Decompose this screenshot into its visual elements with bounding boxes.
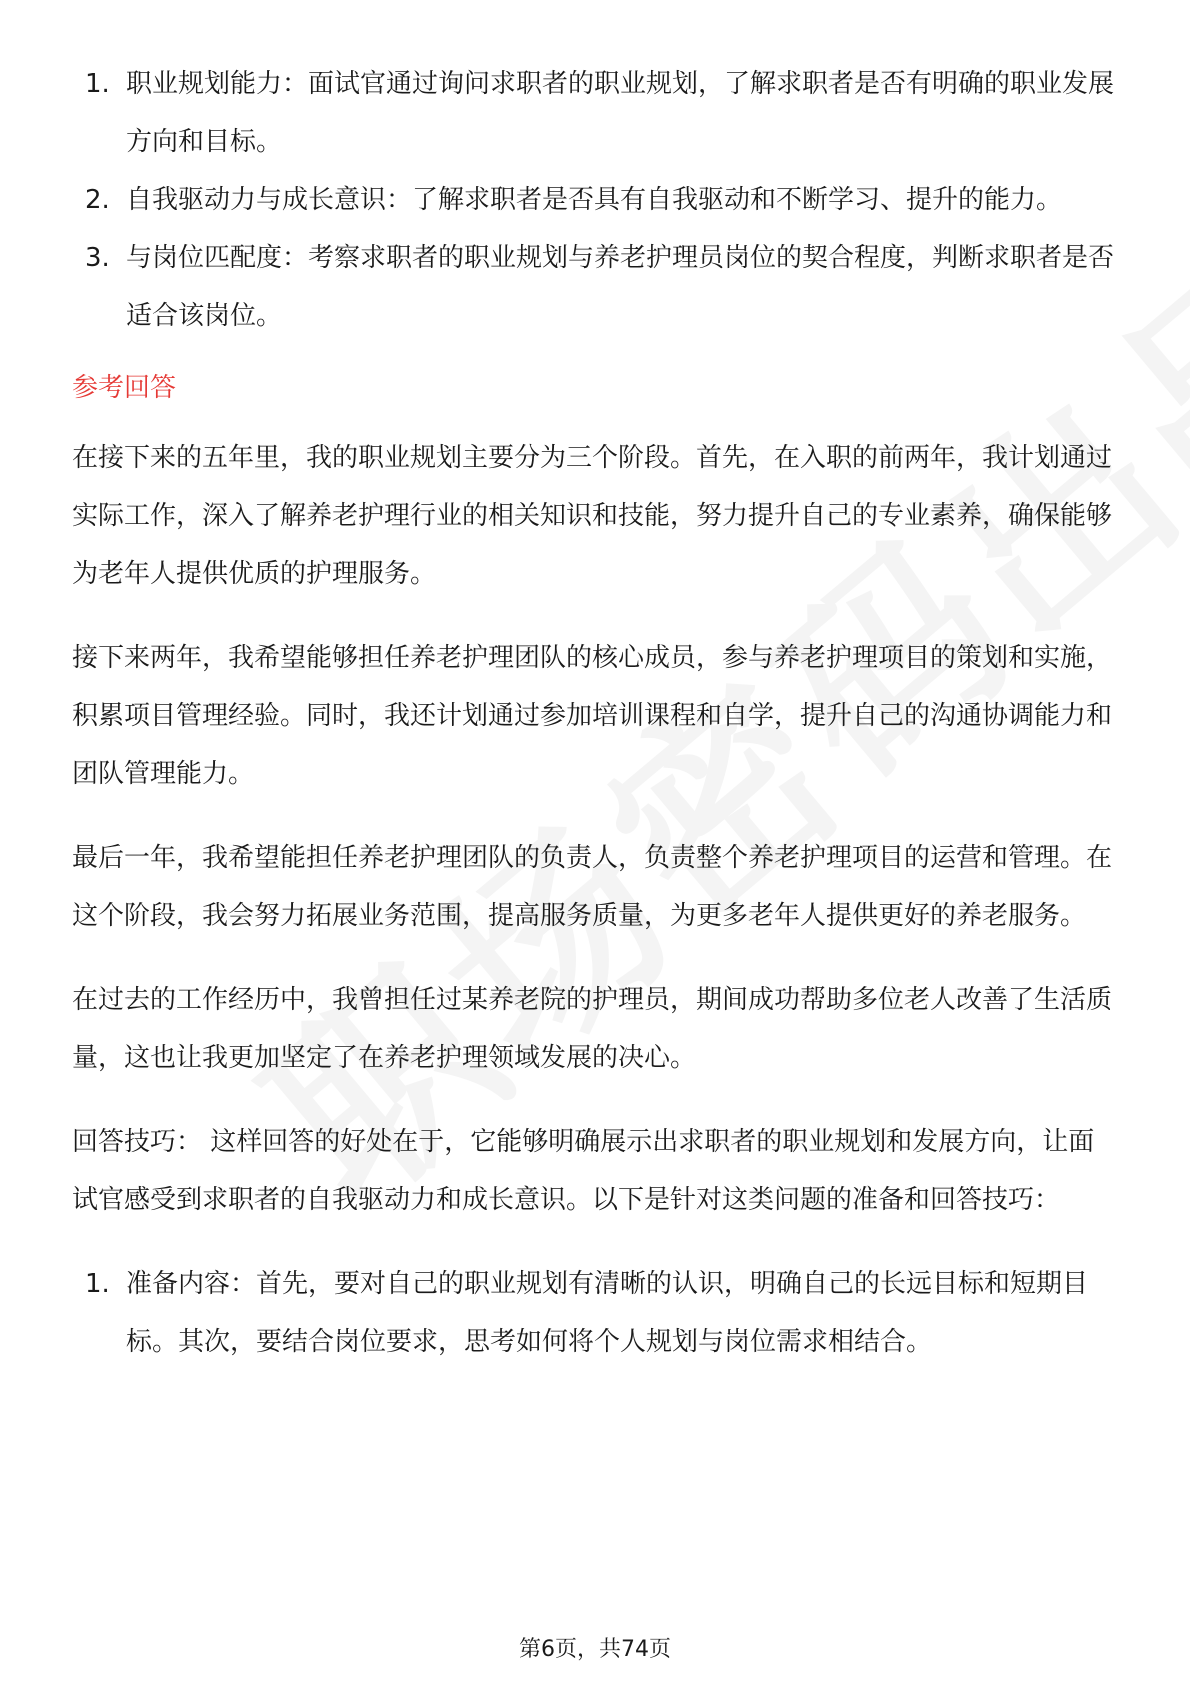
tips-list <box>72 1255 1117 1371</box>
list-number: 3. <box>85 243 110 273</box>
evaluation-criteria-list <box>72 55 1117 345</box>
reference-answer-heading: 参考回答 <box>72 373 177 403</box>
answer-paragraph: 接下来两年，我希望能够担任养老护理团队的核心成员，参与养老护理项目的策划和实施，积累项目管理经验。同时，我还计划通过参加培训课程和自学，提升自己的沟通协调能力和团队管理能力。 <box>72 643 1113 789</box>
list-item-text: 与岗位匹配度：考察求职者的职业规划与养老护理员岗位的契合程度，判断求职者是否适合该岗位。 <box>126 243 1115 331</box>
list-item <box>72 171 1117 229</box>
page-footer: 第6页，共74页 <box>519 1637 671 1662</box>
answer-paragraph: 在过去的工作经历中，我曾担任过某养老院的护理员，期间成功帮助多位老人改善了生活质量，这也让我更加坚定了在养老护理领域发展的决心。 <box>72 985 1113 1073</box>
page-content <box>72 55 1117 1371</box>
list-item <box>72 229 1117 345</box>
list-item-text: 准备内容：首先，要对自己的职业规划有清晰的认识，明确自己的长远目标和短期目标。其次，要结合岗位要求，思考如何将个人规划与岗位需求相结合。 <box>126 1269 1089 1357</box>
list-number: 2. <box>85 185 110 215</box>
list-number: 1. <box>85 69 110 99</box>
list-item <box>72 1255 1117 1371</box>
answer-paragraph: 在接下来的五年里，我的职业规划主要分为三个阶段。首先，在入职的前两年，我计划通过实际工作，深入了解养老护理行业的相关知识和技能，努力提升自己的专业素养，确保能够为老年人提供优质的护理服务。 <box>72 443 1113 589</box>
list-item-text: 自我驱动力与成长意识：了解求职者是否具有自我驱动和不断学习、提升的能力。 <box>126 185 1063 215</box>
list-item <box>72 55 1117 171</box>
answer-tips-paragraph: 回答技巧： 这样回答的好处在于，它能够明确展示出求职者的职业规划和发展方向，让面试官感受到求职者的自我驱动力和成长意识。以下是针对这类问题的准备和回答技巧： <box>72 1127 1095 1215</box>
list-item-text: 职业规划能力：面试官通过询问求职者的职业规划，了解求职者是否有明确的职业发展方向和目标。 <box>126 69 1115 157</box>
list-number: 1. <box>85 1269 110 1299</box>
answer-paragraph: 最后一年，我希望能担任养老护理团队的负责人，负责整个养老护理项目的运营和管理。在这个阶段，我会努力拓展业务范围，提高服务质量，为更多老年人提供更好的养老服务。 <box>72 843 1113 931</box>
